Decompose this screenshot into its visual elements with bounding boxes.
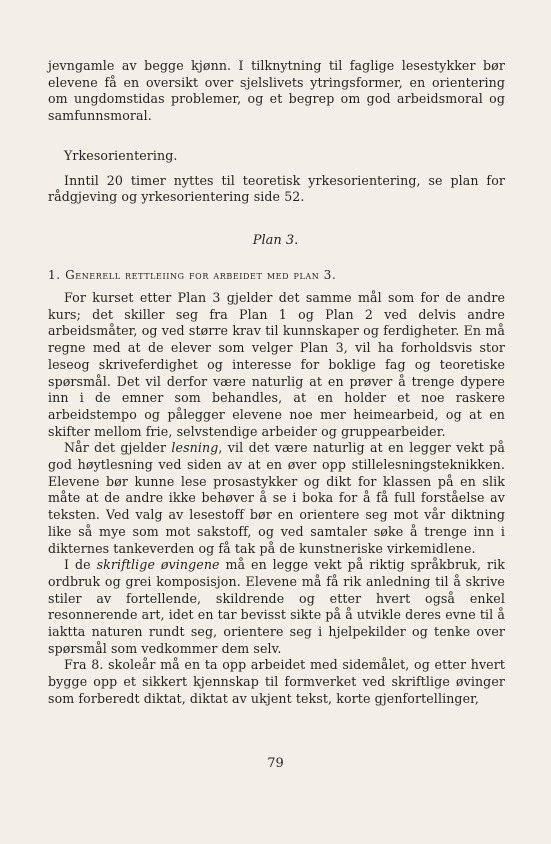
- body-paragraph: [48, 557, 505, 657]
- yrkesorientering-block: [48, 148, 505, 206]
- text-run: må en legge vekt på riktig språkbruk, rik ordbruk og grei komposisjon. Elevene må få rik anledning til å skrive stiler av fortellende, skildrende og etter hvert også enkel resonnerende art, idet en tar bevisst sikte på å utvikle deres evne til å iaktta naturen rundt seg, orientere seg i hjelpekilder og tenke over spørsmål som vedkommer dem selv.: [48, 557, 505, 656]
- main-body: [48, 290, 505, 708]
- yrkesorientering-heading: Yrkesorientering.: [64, 148, 178, 163]
- text-run: , vil det være naturlig at en legger vekt på god høytlesning ved siden av at en øver opp stillelesningsteknikken. Elevene bør kunne lese prosastykker og dikt for klassen på en slik måte at de andre ikke behøver å se i boka for å få full forståelse av teksten. Ved valg av lesestoff bør en orientere seg mot vår diktning like så mye som mot sakstoff, og ved samtaler søke å trenge inn i dikternes tankeverden og få tak på de kunstneriske virkemidlene.: [48, 440, 505, 556]
- body-paragraph: Fra 8. skoleår må en ta opp arbeidet med sidemålet, og etter hvert bygge opp et sikkert kjennskap til formverket ved skriftlige øvinger som forberedt diktat, diktat av ukjent tekst, korte gjenfortellinger,: [48, 657, 505, 706]
- page-number: 79: [267, 756, 284, 771]
- text-run: Når det gjelder: [64, 440, 172, 456]
- emphasis-lesning: lesning: [171, 440, 219, 456]
- emphasis-skriftlige-ovingene: skriftlige øvingene: [96, 557, 220, 573]
- section-heading: [48, 268, 505, 282]
- intro-block: [48, 58, 505, 125]
- section-heading-text: Generell rettleiing for arbeidet med plan 3.: [65, 268, 337, 282]
- yrkesorientering-text: Inntil 20 timer nyttes til teoretisk yrkesorientering, se plan for rådgjeving og yrkesorientering side 52.: [48, 172, 505, 205]
- body-paragraph: For kurset etter Plan 3 gjelder det samme mål som for de andre kurs; det skiller seg fra Plan 1 og Plan 2 ved delvis andre arbeidsmåter, og ved større krav til kunnskaper og ferdigheter. En må regne med at de elever som velger Plan 3, vil ha forholdsvis stor leseog skriveferdighet og interesse for boklige fag og teoretiske spørsmål. Det vil derfor være naturlig at en prøver å trenge dypere inn i de emner som behandles, at en holder et noe raskere arbeidstempo og pålegger elevene noe mer heimearbeid, og at en skifter mellom frie, selvstendige arbeider og gruppearbeider.: [48, 290, 505, 439]
- intro-paragraph: jevngamle av begge kjønn. I tilknytning til faglige lesestykker bør elevene få en oversikt over sjelslivets ytringsformer, en orientering om ungdomstidas problemer, og et begrep om god arbeidsmoral og samfunnsmoral.: [48, 58, 505, 124]
- plan-title: Plan 3.: [252, 233, 299, 248]
- body-paragraph: [48, 440, 505, 557]
- text-run: I de: [64, 557, 97, 573]
- section-number: 1.: [48, 268, 61, 282]
